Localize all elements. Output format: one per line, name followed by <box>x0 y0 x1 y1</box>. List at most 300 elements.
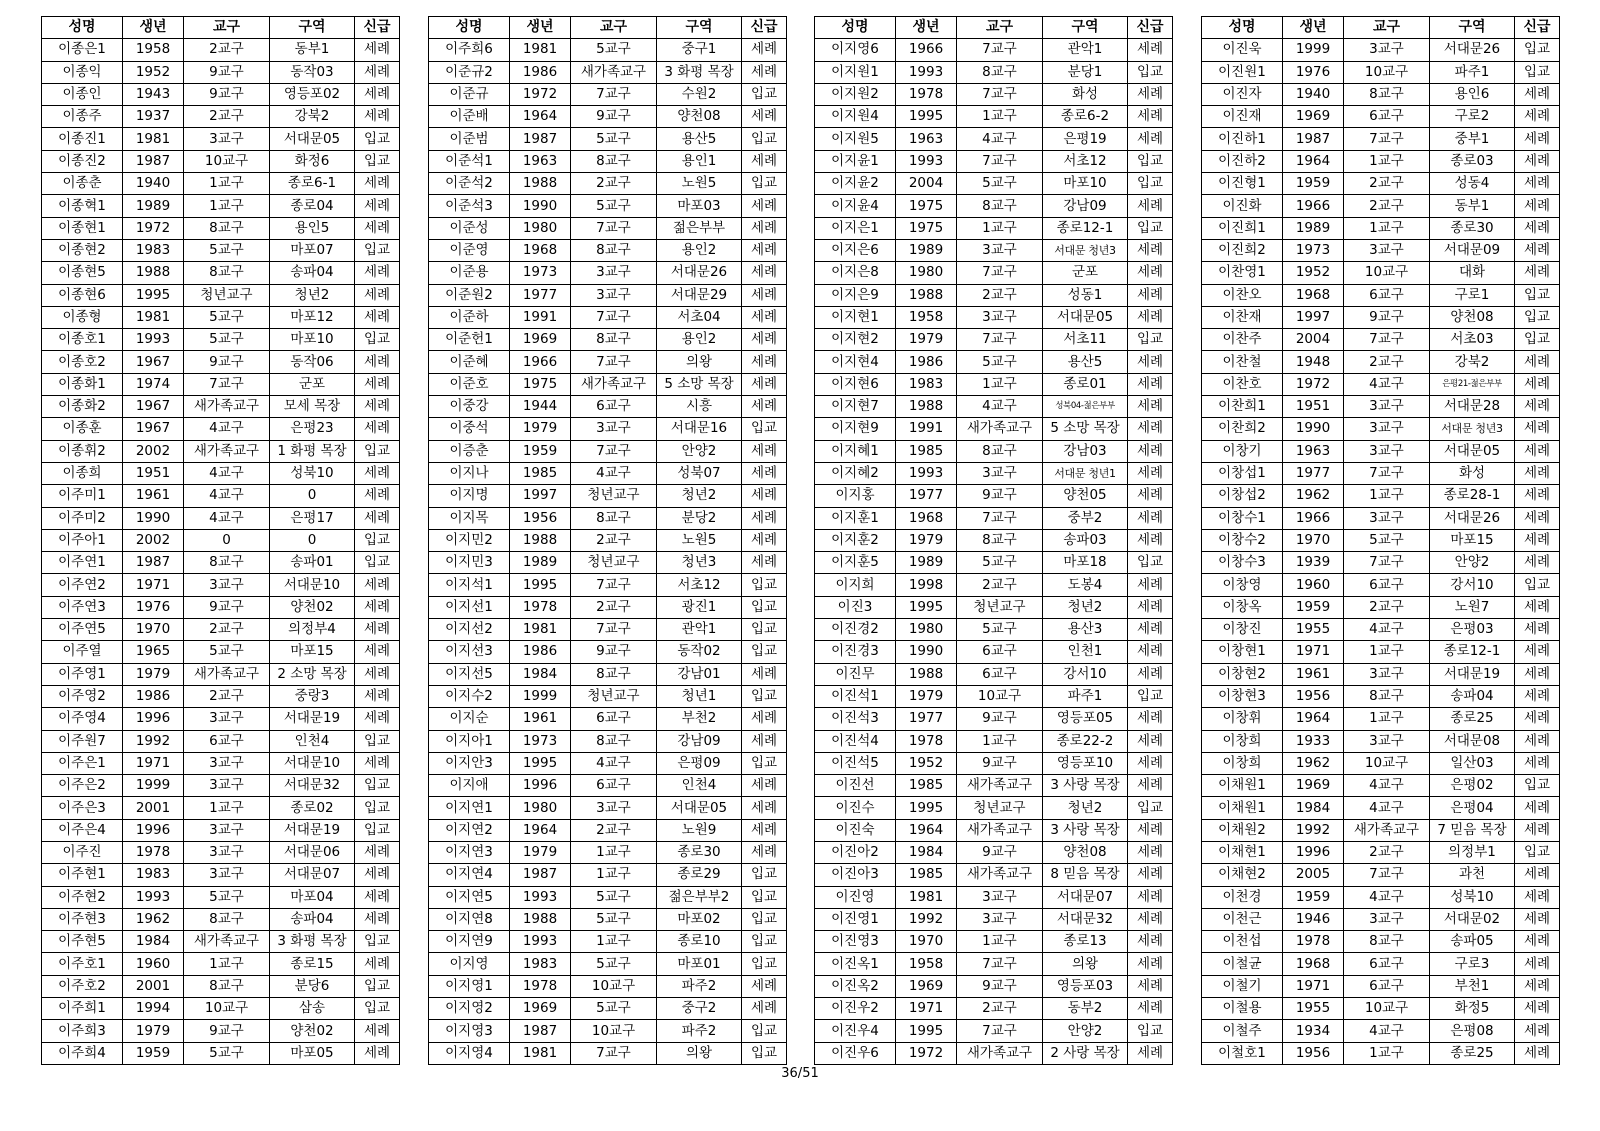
membership-cell: 세례 <box>742 440 787 462</box>
name-cell: 이종춘 <box>42 173 123 195</box>
name-cell: 이지원5 <box>815 128 896 150</box>
table-row <box>815 797 1173 819</box>
table-row <box>429 262 787 284</box>
membership-cell: 세례 <box>355 173 400 195</box>
table-row <box>42 775 400 797</box>
birth-year-cell: 1968 <box>510 239 571 261</box>
district-cell: 6교구 <box>571 396 657 418</box>
table-row <box>815 106 1173 128</box>
birth-year-cell: 1985 <box>510 462 571 484</box>
district-cell: 3교구 <box>184 752 270 774</box>
name-cell: 이창기 <box>1202 440 1283 462</box>
birth-year-cell: 1972 <box>1283 373 1344 395</box>
name-cell: 이중강 <box>429 396 510 418</box>
district-cell: 1교구 <box>571 931 657 953</box>
district-cell: 3교구 <box>1344 730 1430 752</box>
name-cell: 이찬영1 <box>1202 262 1283 284</box>
table-row <box>429 106 787 128</box>
zone-cell: 마포18 <box>1043 552 1128 574</box>
name-cell: 이지혜1 <box>815 440 896 462</box>
table-row <box>42 373 400 395</box>
zone-cell: 동작06 <box>270 351 355 373</box>
zone-cell: 0 <box>270 485 355 507</box>
zone-cell: 마포10 <box>1043 173 1128 195</box>
zone-cell: 송파05 <box>1430 931 1515 953</box>
name-cell: 이준배 <box>429 106 510 128</box>
zone-cell: 3 화평 목장 <box>657 61 742 83</box>
table-row <box>1202 128 1560 150</box>
membership-cell: 세례 <box>1128 641 1173 663</box>
birth-year-cell: 2001 <box>123 975 184 997</box>
zone-cell: 파주2 <box>657 975 742 997</box>
district-cell: 새가족교구 <box>957 864 1043 886</box>
district-cell: 9교구 <box>571 106 657 128</box>
birth-year-cell: 1952 <box>896 752 957 774</box>
membership-cell: 세례 <box>355 641 400 663</box>
zone-cell: 동부2 <box>1043 998 1128 1020</box>
district-cell: 3교구 <box>1344 663 1430 685</box>
district-cell: 새가족교구 <box>957 819 1043 841</box>
membership-cell: 세례 <box>742 485 787 507</box>
membership-cell: 세례 <box>355 685 400 707</box>
table-row <box>429 329 787 351</box>
table-row <box>1202 418 1560 440</box>
district-cell: 새가족교구 <box>571 61 657 83</box>
birth-year-cell: 1969 <box>510 998 571 1020</box>
name-cell: 이지명 <box>429 485 510 507</box>
table-row <box>42 462 400 484</box>
birth-year-cell: 2001 <box>123 797 184 819</box>
membership-cell: 입교 <box>742 574 787 596</box>
zone-cell: 서대문19 <box>270 708 355 730</box>
table-row <box>429 552 787 574</box>
name-cell: 이창섭2 <box>1202 485 1283 507</box>
district-cell: 7교구 <box>1344 552 1430 574</box>
district-cell: 4교구 <box>1344 373 1430 395</box>
zone-cell: 용산5 <box>1043 351 1128 373</box>
membership-cell: 세례 <box>355 284 400 306</box>
name-cell: 이준용 <box>429 262 510 284</box>
name-cell: 이진화 <box>1202 195 1283 217</box>
district-cell: 10교구 <box>1344 752 1430 774</box>
table-row <box>429 797 787 819</box>
table-row <box>815 953 1173 975</box>
membership-cell: 입교 <box>1128 173 1173 195</box>
district-cell: 8교구 <box>184 975 270 997</box>
membership-cell: 세례 <box>1128 931 1173 953</box>
membership-cell: 세례 <box>1515 262 1560 284</box>
birth-year-cell: 1987 <box>510 864 571 886</box>
district-cell: 5교구 <box>571 886 657 908</box>
birth-year-cell: 1961 <box>1283 663 1344 685</box>
district-cell: 5교구 <box>957 552 1043 574</box>
birth-year-cell: 1969 <box>1283 106 1344 128</box>
district-cell: 새가족교구 <box>184 931 270 953</box>
district-cell: 4교구 <box>1344 775 1430 797</box>
membership-cell: 세례 <box>1515 195 1560 217</box>
membership-cell: 세례 <box>1515 485 1560 507</box>
header-district: 교구 <box>571 17 657 39</box>
zone-cell: 양천08 <box>1043 841 1128 863</box>
birth-year-cell: 1956 <box>1283 685 1344 707</box>
table-row <box>1202 239 1560 261</box>
district-cell: 2교구 <box>1344 173 1430 195</box>
name-cell: 이지원2 <box>815 83 896 105</box>
district-cell: 2교구 <box>957 284 1043 306</box>
table-row <box>1202 373 1560 395</box>
birth-year-cell: 1943 <box>123 83 184 105</box>
table-row <box>429 306 787 328</box>
table-row <box>1202 396 1560 418</box>
birth-year-cell: 1962 <box>1283 485 1344 507</box>
birth-year-cell: 1995 <box>896 797 957 819</box>
membership-cell: 세례 <box>742 396 787 418</box>
district-cell: 3교구 <box>957 239 1043 261</box>
district-cell: 6교구 <box>1344 284 1430 306</box>
membership-cell: 세례 <box>742 998 787 1020</box>
zone-cell: 마포02 <box>657 908 742 930</box>
membership-cell: 입교 <box>742 931 787 953</box>
table-row <box>1202 39 1560 61</box>
zone-cell: 서초12 <box>657 574 742 596</box>
district-cell: 9교구 <box>1344 306 1430 328</box>
membership-cell: 입교 <box>1128 1020 1173 1042</box>
birth-year-cell: 1944 <box>510 396 571 418</box>
name-cell: 이종훈 <box>42 418 123 440</box>
district-cell: 10교구 <box>571 1020 657 1042</box>
name-cell: 이채현2 <box>1202 864 1283 886</box>
name-cell: 이종진2 <box>42 150 123 172</box>
zone-cell: 구로2 <box>1430 106 1515 128</box>
district-cell: 새가족교구 <box>184 440 270 462</box>
membership-cell: 입교 <box>742 641 787 663</box>
district-cell: 새가족교구 <box>957 1042 1043 1064</box>
membership-cell: 세례 <box>1128 864 1173 886</box>
name-cell: 이진영1 <box>815 908 896 930</box>
district-cell: 10교구 <box>184 998 270 1020</box>
district-cell: 7교구 <box>957 39 1043 61</box>
zone-cell: 관악1 <box>1043 39 1128 61</box>
table-row <box>1202 596 1560 618</box>
zone-cell: 종로22-2 <box>1043 730 1128 752</box>
zone-cell: 서대문05 <box>1043 306 1128 328</box>
birth-year-cell: 1988 <box>896 663 957 685</box>
district-cell: 2교구 <box>184 39 270 61</box>
birth-year-cell: 1989 <box>896 239 957 261</box>
district-cell: 청년교구 <box>571 485 657 507</box>
membership-cell: 세례 <box>1128 708 1173 730</box>
table-row <box>815 329 1173 351</box>
membership-cell: 입교 <box>355 797 400 819</box>
zone-cell: 서대문10 <box>270 752 355 774</box>
district-cell: 1교구 <box>1344 641 1430 663</box>
zone-cell: 서초03 <box>1430 329 1515 351</box>
zone-cell: 성북07 <box>657 462 742 484</box>
district-cell: 3교구 <box>1344 396 1430 418</box>
table-row <box>42 106 400 128</box>
birth-year-cell: 1958 <box>123 39 184 61</box>
district-cell: 6교구 <box>1344 953 1430 975</box>
membership-cell: 세례 <box>1515 975 1560 997</box>
table-row <box>815 128 1173 150</box>
district-cell: 1교구 <box>1344 1042 1430 1064</box>
district-cell: 9교구 <box>957 752 1043 774</box>
membership-cell: 세례 <box>742 975 787 997</box>
table-row <box>815 841 1173 863</box>
district-cell: 9교구 <box>184 61 270 83</box>
name-cell: 이주미1 <box>42 485 123 507</box>
birth-year-cell: 1983 <box>896 373 957 395</box>
zone-cell: 노원5 <box>657 529 742 551</box>
birth-year-cell: 1989 <box>510 552 571 574</box>
table-row <box>429 61 787 83</box>
name-cell: 이지애 <box>429 775 510 797</box>
membership-cell: 세례 <box>1515 373 1560 395</box>
name-cell: 이찬희2 <box>1202 418 1283 440</box>
zone-cell: 종로03 <box>1430 150 1515 172</box>
district-cell: 3교구 <box>184 775 270 797</box>
district-cell: 7교구 <box>571 351 657 373</box>
birth-year-cell: 1980 <box>896 619 957 641</box>
name-cell: 이창수1 <box>1202 507 1283 529</box>
table-row <box>42 39 400 61</box>
zone-cell: 노원9 <box>657 819 742 841</box>
district-cell: 1교구 <box>957 217 1043 239</box>
membership-cell: 세례 <box>742 373 787 395</box>
name-cell: 이종호2 <box>42 351 123 373</box>
zone-cell: 중구1 <box>657 39 742 61</box>
zone-cell: 은평02 <box>1430 775 1515 797</box>
table-row <box>429 998 787 1020</box>
zone-cell: 용인2 <box>657 329 742 351</box>
district-cell: 청년교구 <box>957 797 1043 819</box>
name-cell: 이창희 <box>1202 730 1283 752</box>
name-cell: 이증춘 <box>429 440 510 462</box>
name-cell: 이진하1 <box>1202 128 1283 150</box>
table-row <box>815 552 1173 574</box>
membership-cell: 입교 <box>1515 284 1560 306</box>
table-row <box>815 730 1173 752</box>
zone-cell: 강서10 <box>1430 574 1515 596</box>
name-cell: 이지목 <box>429 507 510 529</box>
birth-year-cell: 1977 <box>1283 462 1344 484</box>
table-row <box>1202 819 1560 841</box>
district-cell: 5교구 <box>571 195 657 217</box>
district-cell: 6교구 <box>184 730 270 752</box>
zone-cell: 은평09 <box>657 752 742 774</box>
zone-cell: 종로01 <box>1043 373 1128 395</box>
birth-year-cell: 1978 <box>510 596 571 618</box>
table-row <box>815 217 1173 239</box>
birth-year-cell: 1973 <box>1283 239 1344 261</box>
birth-year-cell: 1984 <box>1283 797 1344 819</box>
zone-cell: 서초04 <box>657 306 742 328</box>
district-cell: 5교구 <box>184 329 270 351</box>
zone-cell: 마포07 <box>270 239 355 261</box>
membership-cell: 세례 <box>1515 886 1560 908</box>
table-row <box>42 931 400 953</box>
membership-cell: 입교 <box>742 908 787 930</box>
birth-year-cell: 1959 <box>1283 886 1344 908</box>
table-row <box>815 908 1173 930</box>
table-row <box>1202 329 1560 351</box>
birth-year-cell: 2002 <box>123 440 184 462</box>
zone-cell: 7 믿음 목장 <box>1430 819 1515 841</box>
name-cell: 이창희 <box>1202 752 1283 774</box>
membership-cell: 세례 <box>1128 953 1173 975</box>
membership-cell: 세례 <box>1515 819 1560 841</box>
district-cell: 9교구 <box>571 641 657 663</box>
birth-year-cell: 1976 <box>123 596 184 618</box>
table-row <box>1202 217 1560 239</box>
birth-year-cell: 1988 <box>510 173 571 195</box>
table-row <box>429 641 787 663</box>
membership-cell: 세례 <box>742 262 787 284</box>
header-membership: 신급 <box>1128 17 1173 39</box>
name-cell: 이진무 <box>815 663 896 685</box>
name-cell: 이창영 <box>1202 574 1283 596</box>
zone-cell: 성동4 <box>1430 173 1515 195</box>
name-cell: 이지선2 <box>429 619 510 641</box>
name-cell: 이지선1 <box>429 596 510 618</box>
birth-year-cell: 1990 <box>1283 418 1344 440</box>
district-cell: 6교구 <box>1344 574 1430 596</box>
table-header-row <box>429 17 787 39</box>
name-cell: 이지연1 <box>429 797 510 819</box>
district-cell: 9교구 <box>184 83 270 105</box>
table-row <box>1202 685 1560 707</box>
table-row <box>815 975 1173 997</box>
birth-year-cell: 1937 <box>123 106 184 128</box>
zone-cell: 의왕 <box>1043 953 1128 975</box>
name-cell: 이진우4 <box>815 1020 896 1042</box>
name-cell: 이종혁1 <box>42 195 123 217</box>
membership-cell: 세례 <box>355 396 400 418</box>
name-cell: 이지연3 <box>429 841 510 863</box>
table-row <box>42 83 400 105</box>
district-cell: 3교구 <box>957 462 1043 484</box>
district-cell: 새가족교구 <box>184 663 270 685</box>
name-cell: 이채원2 <box>1202 819 1283 841</box>
name-cell: 이주현2 <box>42 886 123 908</box>
birth-year-cell: 1987 <box>1283 128 1344 150</box>
table-row <box>429 150 787 172</box>
table-header-row <box>1202 17 1560 39</box>
table-row <box>42 396 400 418</box>
district-cell: 8교구 <box>571 239 657 261</box>
table-row <box>1202 61 1560 83</box>
name-cell: 이지현1 <box>815 306 896 328</box>
zone-cell: 화정5 <box>1430 998 1515 1020</box>
name-cell: 이주미2 <box>42 507 123 529</box>
zone-cell: 서대문29 <box>657 284 742 306</box>
header-zone: 구역 <box>270 17 355 39</box>
membership-cell: 세례 <box>355 953 400 975</box>
table-row <box>1202 752 1560 774</box>
zone-cell: 광진1 <box>657 596 742 618</box>
district-cell: 10교구 <box>1344 61 1430 83</box>
member-table-1 <box>41 16 400 1065</box>
birth-year-cell: 1983 <box>123 864 184 886</box>
name-cell: 이주연1 <box>42 552 123 574</box>
birth-year-cell: 1990 <box>510 195 571 217</box>
name-cell: 이지영6 <box>815 39 896 61</box>
birth-year-cell: 1971 <box>1283 975 1344 997</box>
name-cell: 이주진 <box>42 841 123 863</box>
birth-year-cell: 1975 <box>896 217 957 239</box>
birth-year-cell: 1995 <box>123 284 184 306</box>
district-cell: 9교구 <box>957 975 1043 997</box>
name-cell: 이지민3 <box>429 552 510 574</box>
header-name: 성명 <box>429 17 510 39</box>
birth-year-cell: 1978 <box>896 83 957 105</box>
name-cell: 이지영 <box>429 953 510 975</box>
table-row <box>429 507 787 529</box>
membership-cell: 세례 <box>742 507 787 529</box>
zone-cell: 종로15 <box>270 953 355 975</box>
membership-cell: 세례 <box>1128 396 1173 418</box>
zone-cell: 구로3 <box>1430 953 1515 975</box>
birth-year-cell: 1991 <box>896 418 957 440</box>
membership-cell: 세례 <box>355 373 400 395</box>
table-row <box>42 351 400 373</box>
district-cell: 청년교구 <box>571 552 657 574</box>
member-table-2 <box>428 16 787 1065</box>
table-row <box>1202 284 1560 306</box>
district-cell: 10교구 <box>1344 998 1430 1020</box>
header-district: 교구 <box>1344 17 1430 39</box>
zone-cell: 3 화평 목장 <box>270 931 355 953</box>
membership-cell: 입교 <box>1128 797 1173 819</box>
birth-year-cell: 1988 <box>896 396 957 418</box>
zone-cell: 서초12 <box>1043 150 1128 172</box>
district-cell: 5교구 <box>957 351 1043 373</box>
zone-cell: 관악1 <box>657 619 742 641</box>
district-cell: 7교구 <box>957 150 1043 172</box>
membership-cell: 입교 <box>742 685 787 707</box>
table-row <box>42 418 400 440</box>
membership-cell: 세례 <box>742 239 787 261</box>
table-row <box>815 931 1173 953</box>
membership-cell: 입교 <box>742 596 787 618</box>
birth-year-cell: 1996 <box>1283 841 1344 863</box>
district-cell: 1교구 <box>571 841 657 863</box>
birth-year-cell: 1956 <box>1283 1042 1344 1064</box>
zone-cell: 서초11 <box>1043 329 1128 351</box>
birth-year-cell: 1983 <box>510 953 571 975</box>
district-cell: 8교구 <box>184 217 270 239</box>
zone-cell: 용인6 <box>1430 83 1515 105</box>
district-cell: 8교구 <box>184 552 270 574</box>
zone-cell: 인천4 <box>270 730 355 752</box>
zone-cell: 청년2 <box>1043 596 1128 618</box>
membership-cell: 세례 <box>1515 908 1560 930</box>
name-cell: 이종현1 <box>42 217 123 239</box>
birth-year-cell: 1970 <box>896 931 957 953</box>
name-cell: 이지윤1 <box>815 150 896 172</box>
name-cell: 이진경3 <box>815 641 896 663</box>
name-cell: 이진옥2 <box>815 975 896 997</box>
district-cell: 1교구 <box>1344 217 1430 239</box>
name-cell: 이지현9 <box>815 418 896 440</box>
membership-cell: 세례 <box>742 552 787 574</box>
district-cell: 3교구 <box>184 708 270 730</box>
membership-cell: 세례 <box>355 351 400 373</box>
table-row <box>1202 195 1560 217</box>
table-row <box>1202 507 1560 529</box>
name-cell: 이주연3 <box>42 596 123 618</box>
birth-year-cell: 1995 <box>510 752 571 774</box>
